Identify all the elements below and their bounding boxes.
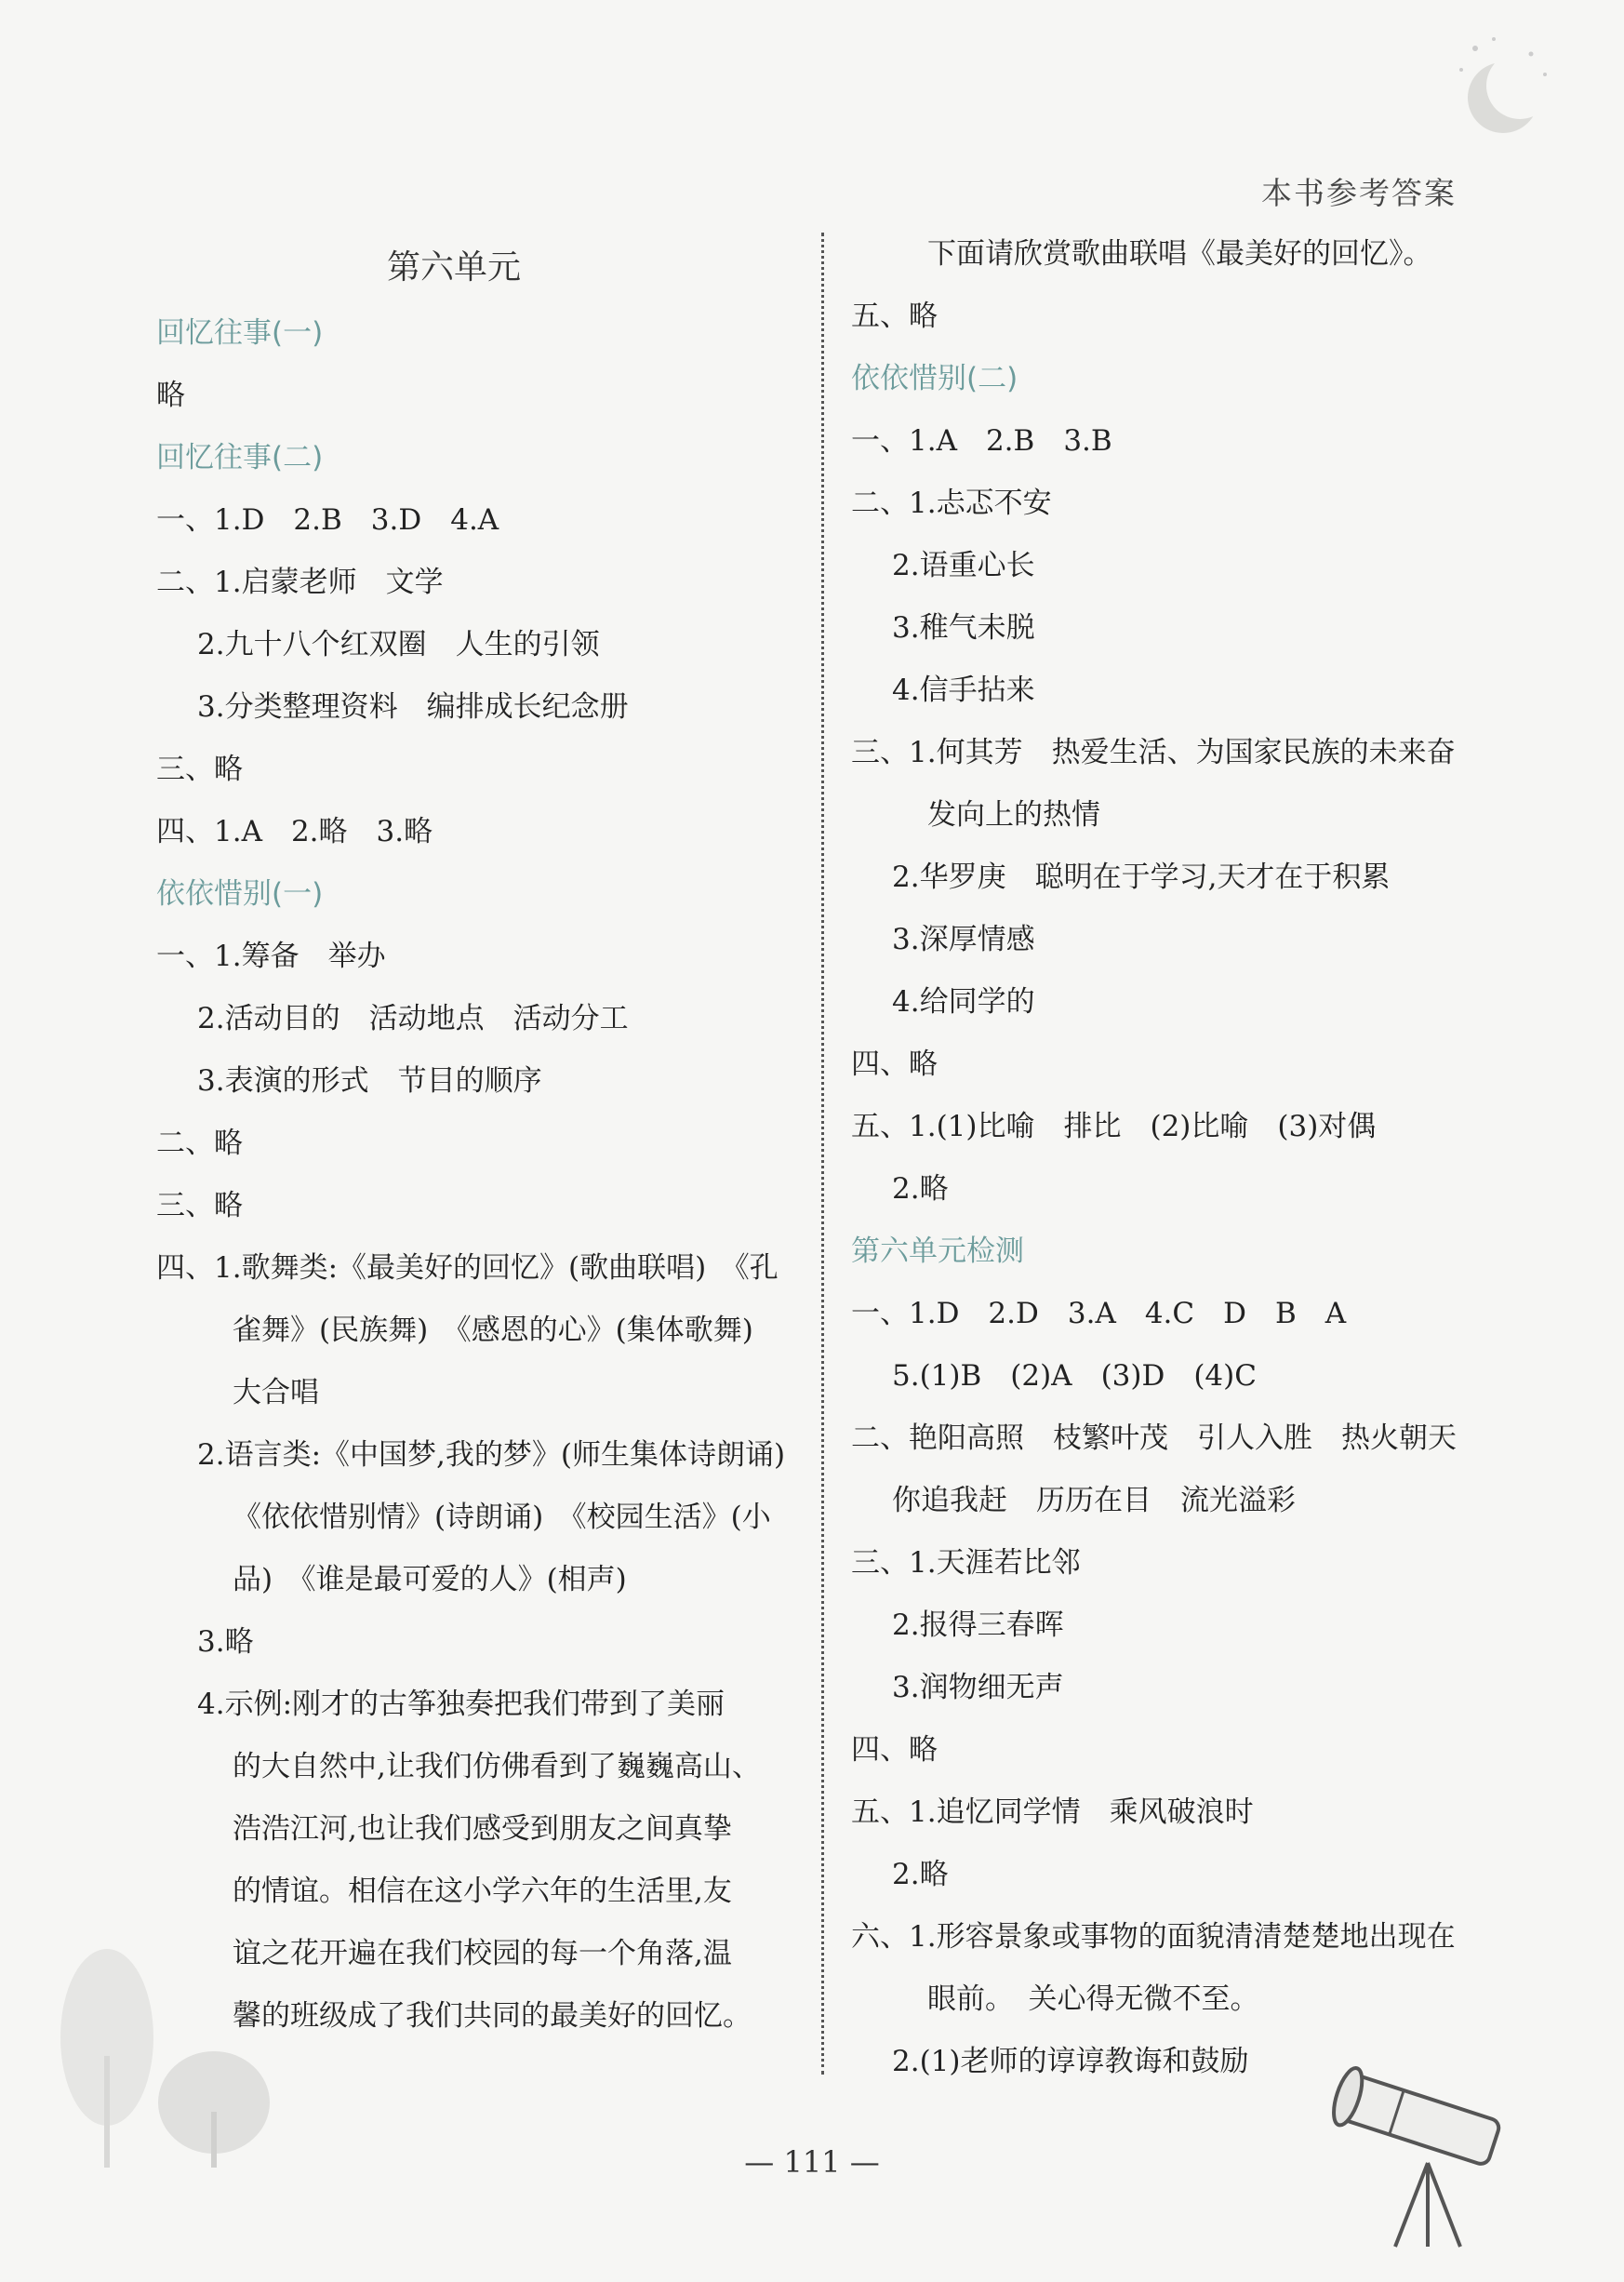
answer-line: 六、1.形容景象或事物的面貌清清楚楚地出现在 xyxy=(851,1920,1456,1954)
answer-line: 2.报得三春晖 xyxy=(892,1608,1064,1642)
answer-line: 略 xyxy=(156,379,185,412)
answer-line: 4.信手拈来 xyxy=(892,674,1035,707)
answer-line: 2.华罗庚 聪明在于学习,天才在于积累 xyxy=(892,861,1391,894)
section-heading: 回忆往事(一) xyxy=(156,316,324,350)
answer-line: 一、1.A 2.B 3.B xyxy=(851,424,1112,458)
left-answer-list xyxy=(156,302,798,2048)
answer-line: 一、1.筹备 举办 xyxy=(156,940,386,973)
answer-line: 馨的班级成了我们共同的最美好的回忆。 xyxy=(233,1999,752,2033)
answer-line: 你追我赶 历历在目 流光溢彩 xyxy=(892,1484,1296,1517)
answer-line: 的情谊。相信在这小学六年的生活里,友 xyxy=(233,1875,732,1908)
answer-line: 四、略 xyxy=(851,1048,938,1081)
answer-line: 5.(1)B (2)A (3)D (4)C xyxy=(892,1359,1257,1393)
answer-line: 大合唱 xyxy=(233,1376,319,1409)
answer-line: 3.分类整理资料 编排成长纪念册 xyxy=(197,690,629,724)
answer-line: 《依依惜别情》(诗朗诵) 《校园生活》(小 xyxy=(233,1501,771,1534)
tree-illustration xyxy=(37,1944,279,2168)
answer-line: 2.语重心长 xyxy=(892,549,1035,582)
answer-line: 三、略 xyxy=(156,753,243,786)
column-divider xyxy=(821,233,824,2075)
section-heading: 依依惜别(二) xyxy=(851,362,1018,395)
section-heading: 第六单元检测 xyxy=(851,1234,1024,1268)
answer-line: 发向上的热情 xyxy=(927,798,1100,832)
answer-line: 雀舞》(民族舞) 《感恩的心》(集体歌舞) xyxy=(233,1314,753,1347)
header-title: 本书参考答案 xyxy=(1261,175,1457,211)
answer-line: 三、略 xyxy=(156,1189,243,1222)
page-number: — 111 — xyxy=(744,2144,880,2180)
answer-line: 二、艳阳高照 枝繁叶茂 引人入胜 热火朝天 xyxy=(851,1421,1457,1455)
answer-line: 二、1.忐忑不安 xyxy=(851,487,1052,520)
answer-line: 4.给同学的 xyxy=(892,985,1035,1019)
answer-line: 四、1.歌舞类:《最美好的回忆》(歌曲联唱) 《孔 xyxy=(156,1251,779,1285)
answer-line: 四、略 xyxy=(851,1733,938,1767)
answer-line: 3.表演的形式 节目的顺序 xyxy=(197,1064,542,1098)
moon-icon xyxy=(1438,28,1559,149)
answer-line: 2.语言类:《中国梦,我的梦》(师生集体诗朗诵) xyxy=(197,1438,786,1472)
section-heading: 依依惜别(一) xyxy=(156,877,324,911)
section-heading: 回忆往事(二) xyxy=(156,441,324,474)
answer-line: 3.略 xyxy=(197,1625,254,1659)
answer-line: 的大自然中,让我们仿佛看到了巍巍高山、 xyxy=(233,1750,761,1783)
answer-line: 4.示例:刚才的古筝独奏把我们带到了美丽 xyxy=(197,1688,725,1721)
answer-line: 2.略 xyxy=(892,1858,949,1891)
answer-line: 3.稚气未脱 xyxy=(892,611,1035,645)
answer-line: 五、略 xyxy=(851,300,938,333)
answer-line: 3.深厚情感 xyxy=(892,923,1035,956)
right-column xyxy=(851,223,1502,2093)
answer-line: 谊之花开遍在我们校园的每一个角落,温 xyxy=(233,1937,732,1970)
answer-line: 五、1.追忆同学情 乘风破浪时 xyxy=(851,1795,1254,1829)
right-answer-list xyxy=(851,223,1502,2093)
answer-line: 一、1.D 2.B 3.D 4.A xyxy=(156,503,499,537)
left-column xyxy=(156,233,798,2048)
answer-line: 2.略 xyxy=(892,1172,949,1206)
answer-line: 2.九十八个红双圈 人生的引领 xyxy=(197,628,600,661)
answer-line: 2.活动目的 活动地点 活动分工 xyxy=(197,1002,629,1035)
answer-line: 下面请欣赏歌曲联唱《最美好的回忆》。 xyxy=(927,237,1432,271)
answer-line: 五、1.(1)比喻 排比 (2)比喻 (3)对偶 xyxy=(851,1110,1377,1143)
answer-line: 三、1.何其芳 热爱生活、为国家民族的未来奋 xyxy=(851,736,1456,769)
answer-line: 眼前。 关心得无微不至。 xyxy=(927,1982,1259,2016)
answer-line: 一、1.D 2.D 3.A 4.C D B A xyxy=(851,1297,1347,1330)
answer-line: 三、1.天涯若比邻 xyxy=(851,1546,1081,1580)
unit-title: 第六单元 xyxy=(386,248,521,287)
answer-line: 二、1.启蒙老师 文学 xyxy=(156,566,444,599)
answer-line: 品) 《谁是最可爱的人》(相声) xyxy=(233,1563,627,1596)
answer-line: 3.润物细无声 xyxy=(892,1671,1064,1704)
answer-line: 四、1.A 2.略 3.略 xyxy=(156,815,433,848)
answer-line: 2.(1)老师的谆谆教诲和鼓励 xyxy=(892,2045,1249,2078)
answer-line: 二、略 xyxy=(156,1127,243,1160)
answer-line: 浩浩江河,也让我们感受到朋友之间真挚 xyxy=(233,1812,732,1846)
